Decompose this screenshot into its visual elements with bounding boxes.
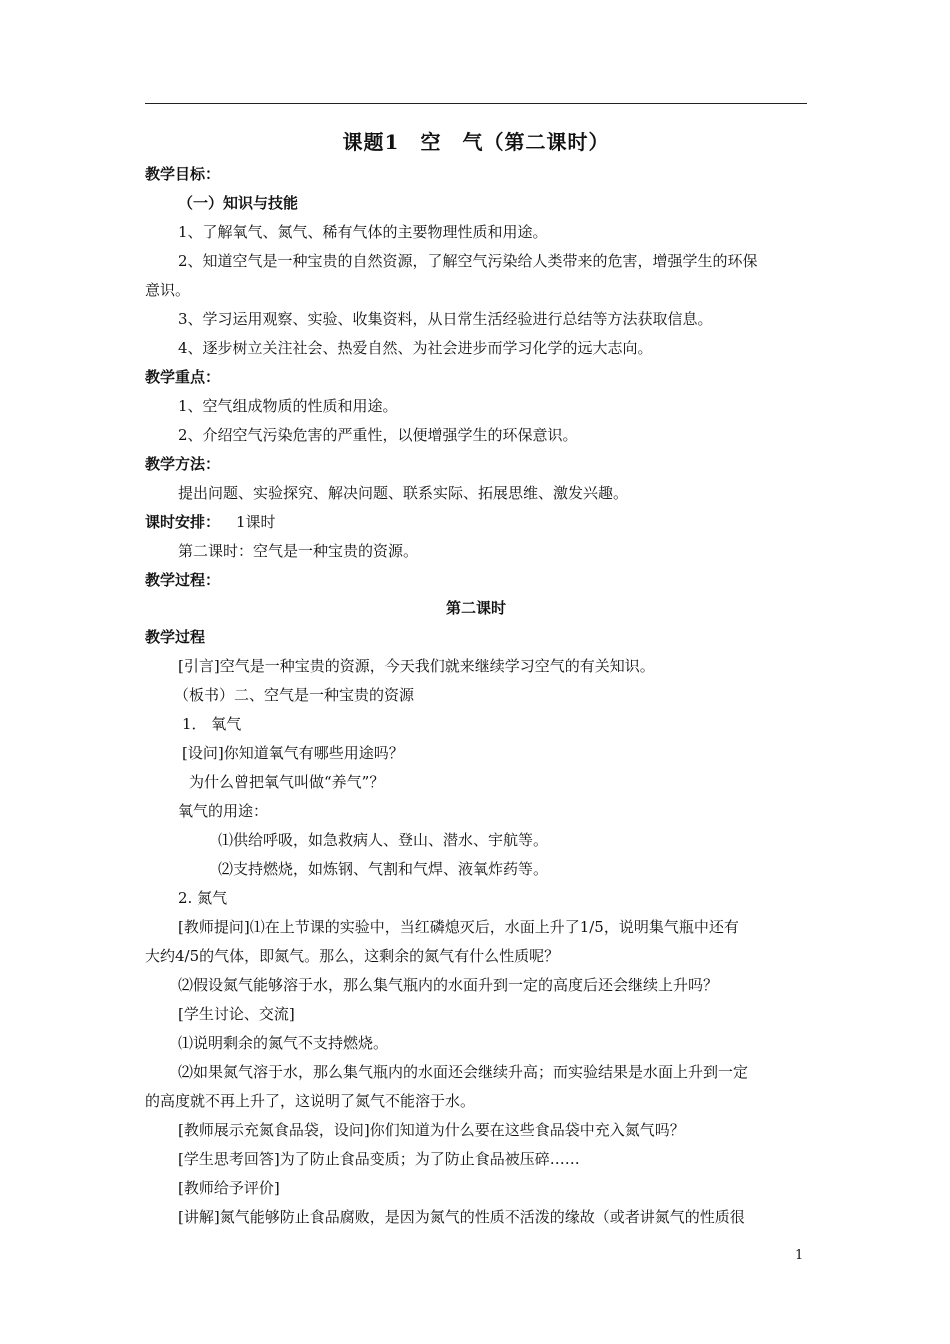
body-line: ⑵支持燃烧，如炼钢、气割和气焊、液氧炸药等。	[218, 860, 549, 878]
body-line: 1课时	[236, 513, 276, 531]
body-line: 的高度就不再上升了，这说明了氮气不能溶于水。	[145, 1092, 476, 1110]
body-line: 4、逐步树立关注社会、热爱自然、为社会进步而学习化学的远大志向。	[178, 339, 653, 357]
body-line: （板书）二、空气是一种宝贵的资源	[174, 686, 415, 704]
body-line: 意识。	[145, 281, 191, 299]
section-heading: 教学重点：	[145, 368, 221, 386]
body-line: 3、学习运用观察、实验、收集资料，从日常生活经验进行总结等方法获取信息。	[178, 310, 713, 328]
header-rule	[145, 103, 807, 104]
body-line: 提出问题、实验探究、解决问题、联系实际、拓展思维、激发兴趣。	[178, 484, 629, 502]
page-number: 1	[795, 1248, 804, 1263]
section-heading: 教学方法：	[145, 455, 221, 473]
body-line: [学生讨论、交流]	[178, 1005, 295, 1023]
section-subheading: 第二课时	[445, 599, 506, 617]
body-line: 大约4/5的气体，即氮气。那么，这剩余的氮气有什么性质呢？	[145, 947, 560, 965]
section-heading: 教学过程：	[145, 571, 221, 589]
body-line: ⑴说明剩余的氮气不支持燃烧。	[178, 1034, 389, 1052]
body-line: [学生思考回答]为了防止食品变质；为了防止食品被压碎……	[178, 1150, 580, 1168]
body-line: [引言]空气是一种宝贵的资源，今天我们就来继续学习空气的有关知识。	[178, 657, 655, 675]
body-line: 第二课时：空气是一种宝贵的资源。	[178, 542, 419, 560]
body-line: ⑵如果氮气溶于水，那么集气瓶内的水面还会继续升高；而实验结果是水面上升到一定	[178, 1063, 749, 1081]
body-line: 1． 氧气	[182, 715, 242, 733]
body-line: [教师展示充氮食品袋，设问]你们知道为什么要在这些食品袋中充入氮气吗？	[178, 1121, 685, 1139]
body-line: 2、介绍空气污染危害的严重性，以便增强学生的环保意识。	[178, 426, 578, 444]
body-line: 2. 氮气	[178, 889, 228, 907]
body-line: 1、了解氧气、氮气、稀有气体的主要物理性质和用途。	[178, 223, 548, 241]
body-line: 1、空气组成物质的性质和用途。	[178, 397, 398, 415]
body-line: [讲解]氮气能够防止食品腐败，是因为氮气的性质不活泼的缘故（或者讲氮气的性质很	[178, 1208, 745, 1226]
page-title: 课题1 空 气（第二课时）	[342, 130, 610, 154]
body-line: [教师给予评价]	[178, 1179, 280, 1197]
section-heading: 教学目标：	[145, 165, 221, 183]
body-line: 2、知道空气是一种宝贵的自然资源，了解空气污染给人类带来的危害，增强学生的环保	[178, 252, 758, 270]
body-line: ⑵假设氮气能够溶于水，那么集气瓶内的水面升到一定的高度后还会继续上升吗？	[178, 976, 719, 994]
body-line: 氧气的用途：	[178, 802, 269, 820]
body-line: ⑴供给呼吸，如急救病人、登山、潜水、宇航等。	[218, 831, 549, 849]
section-heading: 教学过程	[145, 628, 206, 646]
section-heading: 课时安排：	[145, 513, 221, 531]
body-line: [教师提问]⑴在上节课的实验中，当红磷熄灭后，水面上升了1/5，说明集气瓶中还有	[178, 918, 739, 936]
body-line: 为什么曾把氧气叫做“养气”？	[189, 773, 385, 791]
section-heading: （一）知识与技能	[178, 194, 299, 212]
body-line: [设问]你知道氧气有哪些用途吗？	[182, 744, 404, 762]
